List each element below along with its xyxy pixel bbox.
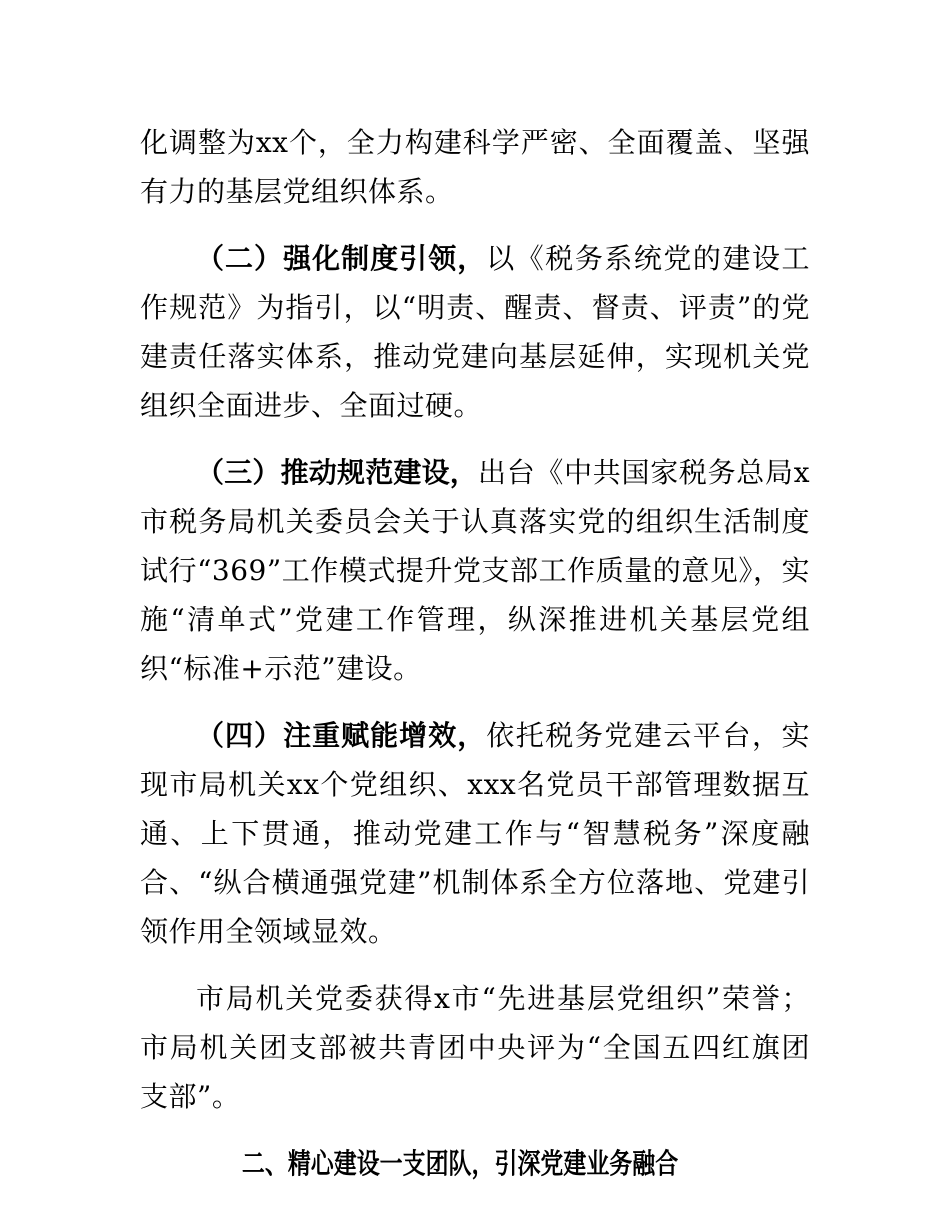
bold-lead-run: （三）推动规范建设，: [196, 456, 478, 489]
paragraph-continuation: [140, 118, 810, 216]
bold-lead-run: （四）注重赋能增效，: [196, 719, 487, 752]
section-heading: [140, 1139, 810, 1188]
section-heading-text: 二、精心建设一支团队，引深党建业务融合: [241, 1147, 679, 1180]
text-run: 依托税务党建云平台，实现市局机关xx个党组织、xxx名党员干部管理数据互通、上下贯通，推动党建工作与“智慧税务”深度融合、“纵合横通强党建”机制体系全方位落地、党建引领作用全领域显效。: [140, 719, 810, 948]
paragraph-honors: [140, 974, 810, 1121]
text-run: 化调整为xx个，全力构建科学严密、全面覆盖、坚强有力的基层党组织体系。: [140, 126, 810, 208]
bold-lead-run: （二）强化制度引领，: [196, 242, 487, 275]
paragraph-section-3: [140, 448, 810, 693]
text-run: 以《税务系统党的建设工作规范》为指引，以“明责、醒责、督责、评责”的党建责任落实体系，推动党建向基层延伸，实现机关党组织全面进步、全面过硬。: [140, 242, 810, 422]
text-run: 出台《中共国家税务总局x市税务局机关委员会关于认真落实党的组织生活制度试行“369”工作模式提升党支部工作质量的意见》，实施“清单式”党建工作管理，纵深推进机关基层党组织“标准+示范”建设。: [140, 456, 810, 685]
text-run: 市局机关党委获得x市“先进基层党组织”荣誉；市局机关团支部被共青团中央评为“全国五四红旗团支部”。: [140, 982, 810, 1113]
paragraph-section-2: [140, 234, 810, 430]
paragraph-section-4: [140, 711, 810, 956]
